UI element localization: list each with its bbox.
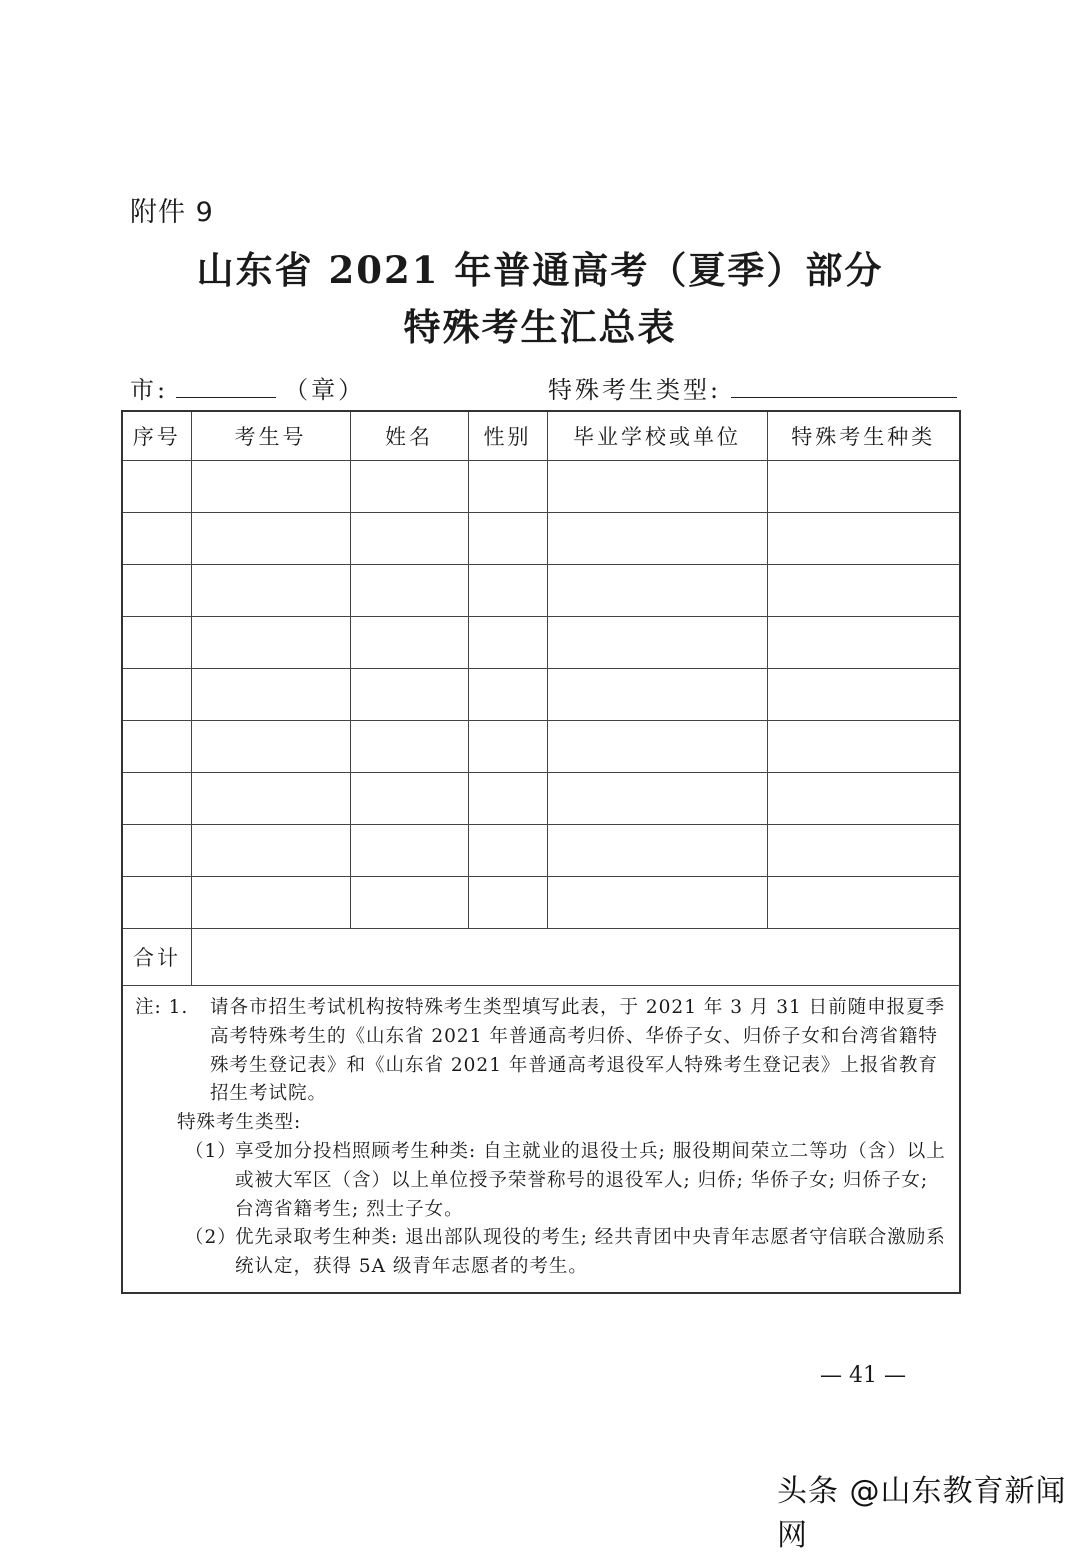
type-item-1-text: 享受加分投档照顾考生种类: 自主就业的退役士兵; 服役期间荣立二等功（含）以上或被大军区（含）以上单位授予荣誉称号的退役军人; 归侨; 华侨子女; 归侨子女; 台湾省籍考生; 烈士子女。 <box>235 1140 946 1220</box>
table-header-row <box>122 411 960 461</box>
table-cell <box>547 669 767 721</box>
total-label: 合计 <box>122 929 191 986</box>
table-cell <box>350 877 468 929</box>
table-cell <box>547 513 767 565</box>
table-row <box>122 461 960 513</box>
table-cell <box>350 825 468 877</box>
type-item-2 <box>135 1224 949 1282</box>
table-cell <box>191 513 350 565</box>
table-cell <box>468 617 547 669</box>
table-cell <box>191 721 350 773</box>
note-prefix: 注: 1. <box>135 997 189 1018</box>
table-cell <box>191 617 350 669</box>
total-value-cell <box>191 929 960 986</box>
table-cell <box>122 461 191 513</box>
table-cell <box>547 461 767 513</box>
document-title-line1: 山东省 2021 年普通高考（夏季）部分 <box>196 248 884 292</box>
table-cell <box>767 721 960 773</box>
table-cell <box>468 565 547 617</box>
table-cell <box>191 461 350 513</box>
city-seal: （章） <box>284 376 366 404</box>
table-cell <box>767 617 960 669</box>
header-cell: 姓名 <box>350 411 468 461</box>
summary-table <box>121 410 961 1294</box>
table-row <box>122 617 960 669</box>
table-cell <box>191 877 350 929</box>
note-item-1 <box>135 994 949 1109</box>
type-item-1-prefix: （1） <box>185 1140 237 1162</box>
table-cell <box>767 461 960 513</box>
watermark: 头条 @山东教育新闻网 <box>777 1474 1067 1553</box>
city-blank <box>176 377 276 398</box>
table-cell <box>547 877 767 929</box>
table-cell <box>350 773 468 825</box>
city-label: 市: <box>130 376 169 404</box>
notes-row <box>122 986 960 1293</box>
header-cell: 毕业学校或单位 <box>547 411 767 461</box>
table-cell <box>191 669 350 721</box>
type-blank <box>731 377 957 398</box>
page-number: — 41 — <box>820 1363 906 1388</box>
table-cell <box>191 565 350 617</box>
type-item-2-prefix: （2） <box>185 1227 237 1249</box>
header-cell: 考生号 <box>191 411 350 461</box>
table-body <box>122 461 960 929</box>
table-row <box>122 565 960 617</box>
header-cell: 序号 <box>122 411 191 461</box>
table-row <box>122 825 960 877</box>
table-cell <box>468 721 547 773</box>
table-cell <box>350 513 468 565</box>
table-cell <box>547 565 767 617</box>
table-cell <box>468 773 547 825</box>
table-cell <box>350 617 468 669</box>
table-cell <box>122 825 191 877</box>
table-cell <box>767 877 960 929</box>
type-item-1 <box>135 1138 949 1224</box>
table-cell <box>767 773 960 825</box>
table-cell <box>767 669 960 721</box>
city-field <box>130 370 365 405</box>
table-cell <box>547 617 767 669</box>
table-cell <box>547 773 767 825</box>
table-row <box>122 669 960 721</box>
note-text-1: 请各市招生考试机构按特殊考生类型填写此表，于 2021 年 3 月 31 日前随申报夏季高考特殊考生的《山东省 2021 年普通高考归侨、华侨子女、归侨子女和台湾省籍特殊考生登记表》和《山东省 2021 年普通高考退役军人特殊考生登记表》上报省教育招生考试院。 <box>210 997 946 1105</box>
table-cell <box>122 773 191 825</box>
notes-cell <box>122 986 960 1293</box>
table-cell <box>122 669 191 721</box>
table-cell <box>468 877 547 929</box>
table-cell <box>547 825 767 877</box>
table-cell <box>468 669 547 721</box>
table-cell <box>191 773 350 825</box>
table-cell <box>350 669 468 721</box>
table-cell <box>468 461 547 513</box>
table-cell <box>350 565 468 617</box>
table-cell <box>350 721 468 773</box>
table-cell <box>122 617 191 669</box>
types-heading: 特殊考生类型: <box>177 1112 302 1134</box>
document-title-line2: 特殊考生汇总表 <box>403 305 677 349</box>
table-row <box>122 877 960 929</box>
table-row <box>122 513 960 565</box>
type-item-2-text: 优先录取考生种类: 退出部队现役的考生; 经共青团中央青年志愿者守信联合激励系统认定，获得 5A 级青年志愿者的考生。 <box>235 1227 946 1278</box>
header-cell: 特殊考生种类 <box>767 411 960 461</box>
table-cell <box>547 721 767 773</box>
table-cell <box>767 513 960 565</box>
type-field <box>548 370 957 405</box>
table-cell <box>350 461 468 513</box>
table-cell <box>468 825 547 877</box>
total-row <box>122 929 960 986</box>
type-label: 特殊考生类型: <box>548 376 722 404</box>
table-cell <box>767 565 960 617</box>
table-row <box>122 721 960 773</box>
header-cell: 性别 <box>468 411 547 461</box>
table-cell <box>122 877 191 929</box>
table-cell <box>468 513 547 565</box>
table-cell <box>122 721 191 773</box>
attachment-label: 附件 9 <box>130 197 214 228</box>
table-row <box>122 773 960 825</box>
table-cell <box>122 513 191 565</box>
table-cell <box>767 825 960 877</box>
table-cell <box>122 565 191 617</box>
table-cell <box>191 825 350 877</box>
